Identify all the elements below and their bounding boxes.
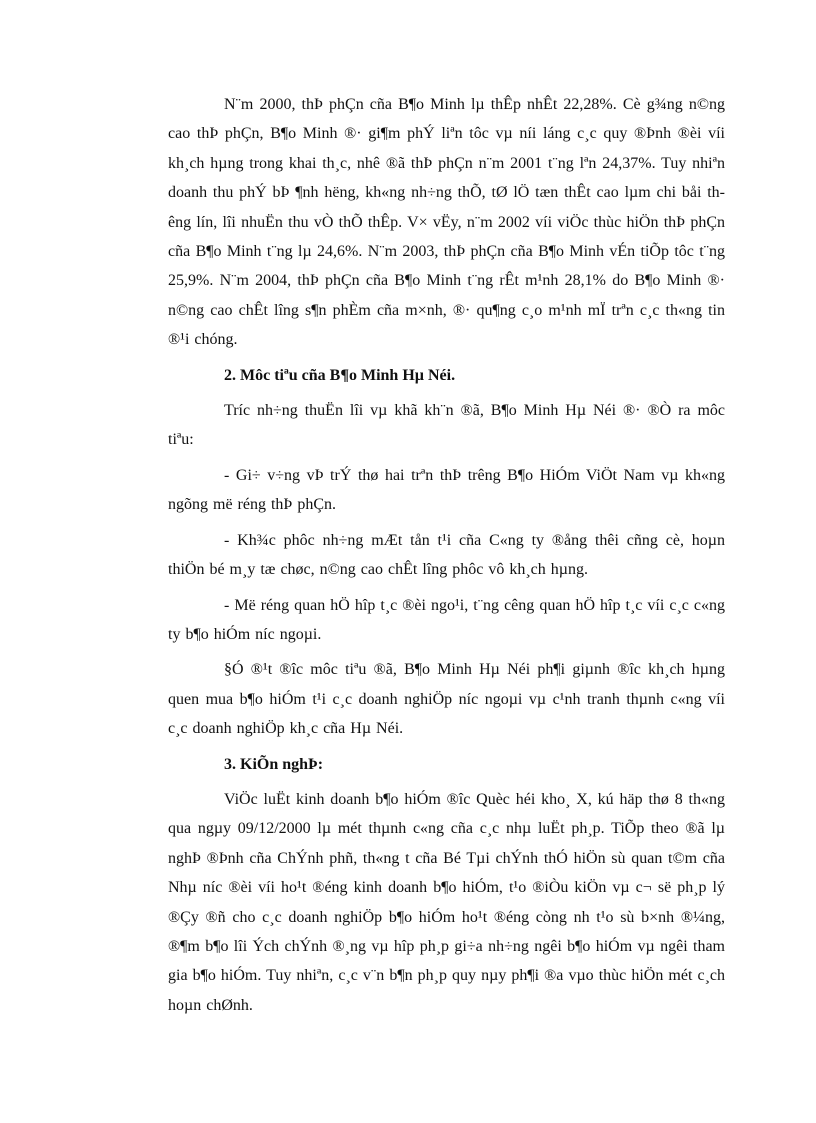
objective-item-cooperation: - Më réng quan hÖ hîp t¸c ®èi ngo¹i, t¨ng cêng quan hÖ hîp t¸c víi c¸c c«ng ty b¶o hiÓm níc ngoµi. [168,596,725,643]
paragraph-objectives-conclusion: §Ó ®¹t ®îc môc tiªu ®ã, B¶o Minh Hµ Néi ph¶i giµnh ®îc kh¸ch hµng quen mua b¶o hiÓm t¹i c¸c doanh nghiÖp níc ngoµi vµ c¹nh tranh thµnh c«ng víi c¸c doanh nghiÖp kh¸c cña Hµ Néi. [168,661,725,738]
objective-item-position: - Gi÷ v÷ng vÞ trÝ thø hai trªn thÞ trêng B¶o HiÓm ViÖt Nam vµ kh«ng ngõng më réng thÞ phÇn. [168,466,725,514]
objective-item-organization: - Kh¾c phôc nh÷ng mÆt tån t¹i cña C«ng ty ®ång thêi cñng cè, hoµn thiÖn bé m¸y tæ chøc, n©ng cao chÊt lîng phôc vô kh¸ch hµng. [168,531,725,579]
section-heading-objectives: 2. Môc tiªu cña B¶o Minh Hµ Néi. [224,366,456,384]
paragraph-recommendations: ViÖc luËt kinh doanh b¶o hiÓm ®îc Quèc héi kho¸ X, kú häp thø 8 th«ng qua ngµy 09/12/2000 lµ mét thµnh c«ng cña c¸c nhµ luËt ph¸p. TiÕp theo ®ã lµ nghÞ ®Þnh cña ChÝnh phñ, th«ng t cña Bé Tµi chÝnh thÓ hiÖn sù quan t©m cña Nhµ níc ®èi víi ho¹t ®éng kinh doanh b¶o hiÓm, t¹o ®iÒu kiÖn vµ c¬ së ph¸p lý ®Çy ®ñ cho c¸c doanh nghiÖp b¶o hiÓm ho¹t ®éng còng nh t¹o sù b×nh ®¼ng, ®¶m b¶o lîi Ých chÝnh ®¸ng vµ hîp ph¸p gi÷a nh÷ng ngêi b¶o hiÓm vµ ngêi tham gia b¶o hiÓm. Tuy nhiªn, c¸c v¨n b¶n ph¸p quy nµy ph¶i ®a vµo thùc hiÖn mét c¸ch hoµn chØnh. [168,790,725,1014]
document-body [168,90,725,1026]
paragraph-objectives-intro: Tríc nh÷ng thuËn lîi vµ khã kh¨n ®ã, B¶o Minh Hµ Néi ®· ®Ò ra môc tiªu: [168,402,725,449]
paragraph-market-share: N¨m 2000, thÞ phÇn cña B¶o Minh lµ thÊp nhÊt 22,28%. Cè g¾ng n©ng cao thÞ phÇn, B¶o Minh ®· gi¶m phÝ liªn tôc vµ níi láng c¸c quy ®Þnh ®èi víi kh¸ch hµng trong khai th¸c, nhê ®ã thÞ phÇn n¨m 2001 t¨ng lªn 24,37%. Tuy nhiªn doanh thu phÝ bÞ ¶nh hëng, kh«ng nh÷ng thÕ, tØ lÖ tæn thÊt cao lµm chi båi thêng lín, lîi nhuËn thu vÒ thÕ thÊp. V× vËy, n¨m 2002 víi viÖc thùc hiÖn thÞ phÇn cña B¶o Minh t¨ng lµ 24,6%. N¨m 2003, thÞ phÇn cña B¶o Minh vÉn tiÕp tôc t¨ng 25,9%. N¨m 2004, thÞ phÇn cña B¶o Minh t¨ng rÊt m¹nh 28,1% do B¶o Minh ®· n©ng cao chÊt lîng s¶n phÈm cña m×nh, ®· qu¶ng c¸o m¹nh mÏ trªn c¸c th«ng tin ®¹i chóng. [168,96,725,349]
section-heading-recommendations: 3. KiÕn nghÞ: [224,755,324,773]
